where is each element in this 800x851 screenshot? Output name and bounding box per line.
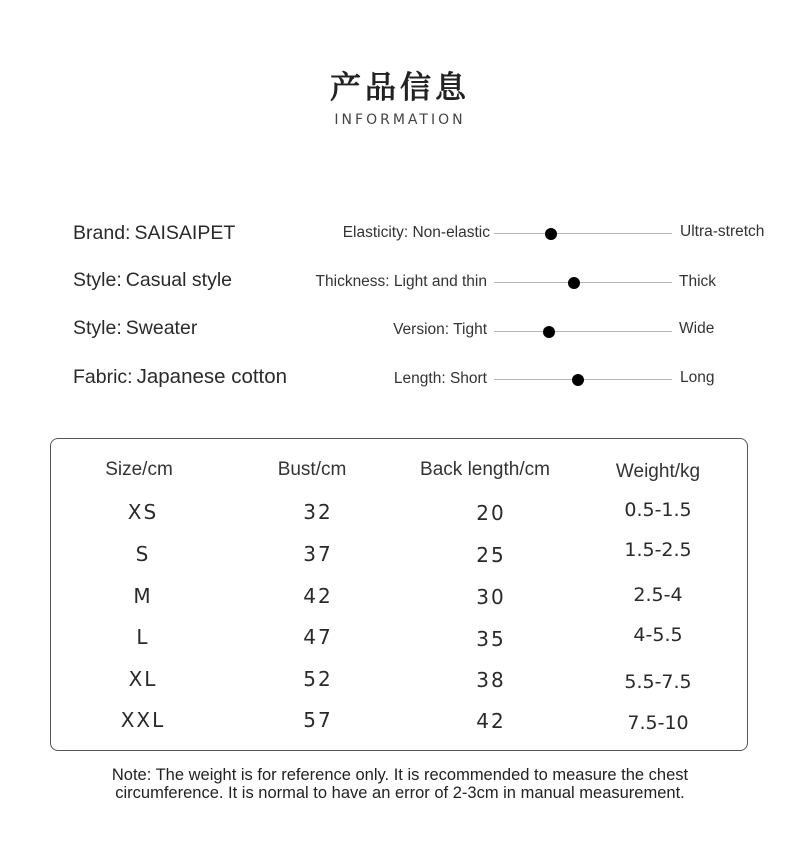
- slider-left-label: Elasticity: Non-elastic: [342, 224, 490, 241]
- table-cell: 4-5.5: [633, 624, 683, 646]
- table-cell: XXL: [120, 708, 166, 732]
- table-cell: 7.5-10: [627, 712, 689, 734]
- footnote-line: circumference. It is normal to have an error of 2-3cm in manual measurement.: [115, 784, 685, 802]
- table-cell: 0.5-1.5: [624, 499, 692, 521]
- slider-knob: [545, 228, 557, 240]
- table-cell: 37: [303, 542, 333, 566]
- attribute-style-type: [73, 317, 197, 340]
- attribute-value: Japanese cotton: [136, 365, 288, 388]
- page-title: 产品信息: [330, 70, 470, 106]
- table-cell: 20: [476, 501, 506, 525]
- table-cell: 2.5-4: [633, 584, 683, 606]
- slider-right-label: Wide: [679, 320, 715, 337]
- attribute-brand: [73, 222, 235, 245]
- slider-track: [494, 282, 672, 283]
- table-header-weight: Weight/kg: [615, 461, 701, 482]
- footnote: [0, 766, 800, 802]
- table-cell: 35: [476, 627, 506, 651]
- page-subtitle: INFORMATION: [334, 112, 466, 128]
- table-cell: S: [135, 542, 151, 566]
- attribute-label: Brand:: [73, 222, 131, 244]
- table-cell: 5.5-7.5: [624, 671, 692, 693]
- attribute-value: Sweater: [125, 317, 198, 339]
- slider-left-label: Thickness: Light and thin: [315, 273, 487, 290]
- attribute-fabric: [73, 365, 287, 389]
- table-cell: 47: [303, 625, 333, 649]
- table-cell: 42: [476, 709, 506, 733]
- attribute-label: Fabric:: [73, 366, 133, 388]
- slider-right-label: Long: [680, 369, 715, 386]
- slider-knob: [568, 277, 580, 289]
- table-header-back-length: Back length/cm: [420, 459, 550, 480]
- slider-left-label: Length: Short: [393, 370, 487, 387]
- slider-left-label: Version: Tight: [393, 321, 487, 338]
- slider-knob: [543, 326, 555, 338]
- table-cell: 38: [476, 668, 506, 692]
- table-cell: XS: [127, 500, 159, 524]
- slider-knob: [572, 374, 584, 386]
- table-cell: L: [136, 625, 150, 649]
- footnote-line: Note: The weight is for reference only. It is recommended to measure the chest: [111, 766, 689, 784]
- attribute-value: Casual style: [125, 269, 232, 291]
- table-cell: 32: [303, 500, 333, 524]
- attribute-label: Style:: [73, 269, 122, 291]
- table-cell: 42: [303, 584, 333, 608]
- slider-track: [494, 233, 672, 234]
- slider-track: [494, 331, 672, 332]
- attribute-style: [73, 269, 232, 292]
- table-cell: XL: [128, 667, 158, 691]
- table-header-size: Size/cm: [105, 459, 173, 480]
- table-cell: 57: [303, 708, 333, 732]
- table-cell: M: [133, 584, 153, 608]
- table-cell: 52: [303, 667, 333, 691]
- table-cell: 30: [476, 585, 506, 609]
- table-cell: 1.5-2.5: [624, 539, 692, 561]
- attribute-label: Style:: [73, 317, 122, 339]
- slider-right-label: Ultra-stretch: [680, 223, 765, 240]
- table-cell: 25: [476, 543, 506, 567]
- table-header-bust: Bust/cm: [277, 459, 347, 480]
- size-table: [50, 438, 748, 751]
- attribute-value: SAISAIPET: [134, 222, 236, 244]
- slider-right-label: Thick: [679, 273, 717, 290]
